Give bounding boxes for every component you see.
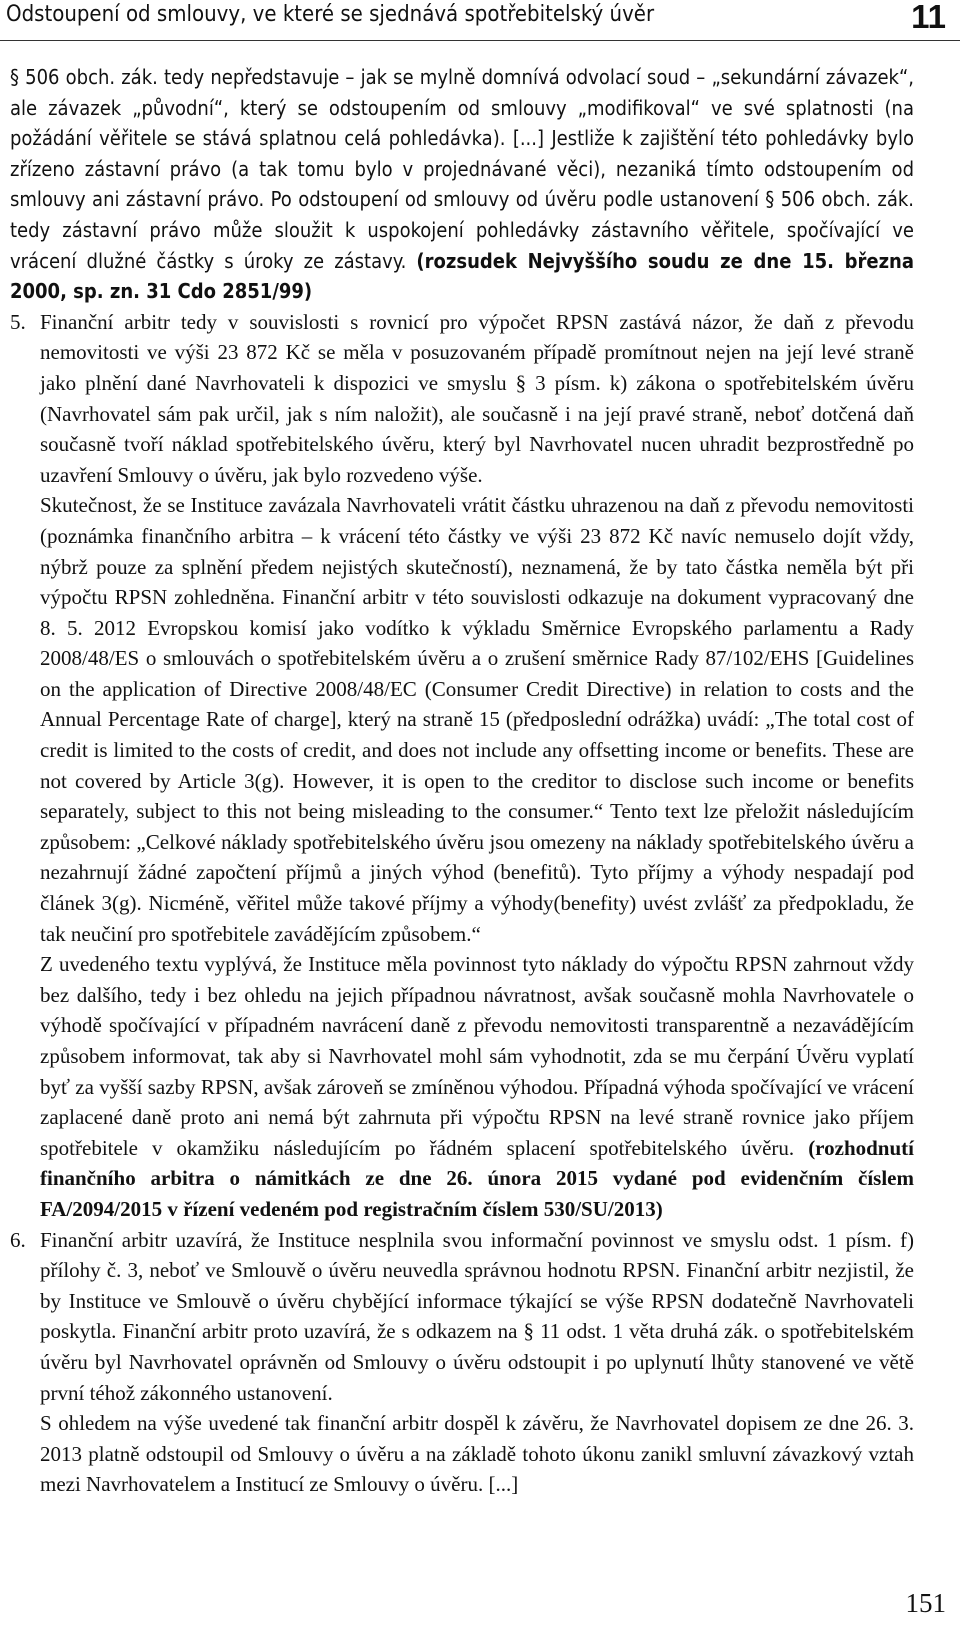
paragraph: Finanční arbitr uzavírá, že Instituce nesplnila svou informační povinnost ve smyslu odst. 1 písm. f) přílohy č. 3, neboť ve Smlouvě o úvěru neuvedla správnou hodnotu RPSN. Finanční arbitr nezjistil, že by Instituce ve Smlouvě o úvěru chybějící informace týkající se výše RPSN dodatečně Navrhovateli poskytla. Finanční arbitr proto uzavírá, že s odkazem na § 11 odst. 1 věta druhá zák. o spotřebitelském úvěru byl Navrhovatel oprávněn od Smlouvy o úvěru odstoupit i po uplynutí lhůty stanovené ve větě první téhož zákonného ustanovení. [40,1227,914,1405]
paragraph: Skutečnost, že se Instituce zavázala Navrhovateli vrátit částku uhrazenou na daň z převodu nemovitosti (poznámka finančního arbitra – k vrácení této částky ve výši 23 872 Kč navíc nemuselo dojít vždy, nýbrž pouze za splnění předem nejistých skutečností), neznamená, že by tato částka neměla být při výpočtu RPSN zohledněna. Finanční arbitr v této souvislosti odkazuje na dokument vypracovaný dne 8. 5. 2012 Evropskou komisí jako vodítko k výkladu Směrnice Evropského parlamentu a Rady 2008/48/ES o smlouvách o spotřebitelském úvěru a o zrušení směrnice Rady 87/102/EHS [Guidelines on the application of Directive 2008/48/EC (Consumer Credit Directive) in relation to costs and the Annual Percentage Rate of charge], který na straně 15 (předposlední odrážka) uvádí: „The total cost of credit is limited to the costs of credit, and does not include any offsetting income or benefits. These are not covered by Article 3(g). However, it is open to the creditor to disclose such income or benefits separately, subject to this not being misleading to the consumer.“ Tento text lze přeložit následujícím způsobem: „Celkové náklady spotřebitelského úvěru jsou omezeny na náklady spotřebitelského úvěru a nezahrnují žádné započtení příjmů a jiných výhod (benefitů). Tyto příjmy a výhody nespadají pod článek 3(g). Nicméně, věřitel může takové příjmy a výhody(benefity) uvést zvlášť za předpokladu, že tak neučiní pro spotřebitele zavádějícím způsobem.“ [40,493,914,946]
decision-citation: (rozhodnutí finančního arbitra o námitkách ze dne 26. února 2015 vydané pod evidenčním číslem FA/2094/2015 v řízení vedeném pod registračním číslem 530/SU/2013) [40,1135,914,1221]
paragraph [40,949,914,1224]
list-item-5 [10,307,914,1225]
main-text [10,62,914,1500]
item-number: 5. [10,309,26,334]
chapter-title: Odstoupení od smlouvy, ve které se sjednává spotřebitelský úvěr [6,2,655,27]
quote-text: § 506 obch. zák. tedy nepředstavuje – jak se mylně domnívá odvolací soud – „sekundární závazek“, ale závazek „původní“, který se odstoupením od smlouvy „modifikoval“ ve své splatnosti (na požádání věřitele se stává splatnou celá pohledávka). [...] Jestliže k zajištění této pohledávky bylo zřízeno zástavní právo (a tak tomu bylo v projednávané věci), nezaniká tímto odstoupením od smlouvy ani zástavní právo. Po odstoupení od smlouvy od úvěru podle ustanovení § 506 obch. zák. tedy zástavní právo může sloužit k uspokojení pohledávky zástavního věřitele, spočívající ve vrácení dlužné částky s úroky ze zástavy. [10,65,914,273]
paragraph: S ohledem na výše uvedené tak finanční arbitr dospěl k závěru, že Navrhovatel dopisem ze dne 26. 3. 2013 platně odstoupil od Smlouvy o úvěru a na základě tohoto úkonu zanikl smluvní závazkový vztah mezi Navrhovatelem a Institucí ze Smlouvy o úvěru. [...] [40,1411,914,1497]
chapter-number: 11 [911,0,946,35]
header-divider [0,40,960,41]
quote-citation: (rozsudek Nejvyššího soudu ze dne 15. března 2000, sp. zn. 31 Cdo 2851/99) [10,248,914,304]
list-item-6 [10,1225,914,1500]
paragraph-text: Z uvedeného textu vyplývá, že Instituce měla povinnost tyto náklady do výpočtu RPSN zahrnout vždy bez dalšího, tedy i bez ohledu na jejich případnou návratnost, avšak současně mohla Navrhovatele o výhodě spočívající v případném navrácení daně z převodu nemovitosti transparentně a nezavádějícím způsobem informovat, tak aby si Navrhovatel mohl sám vyhodnotit, zda se mu čerpání Úvěru vyplatí byť za vyšší sazby RPSN, avšak zároveň se zmíněnou výhodou. Případná výhoda spočívající ve vrácení zaplacené daně proto ani nemá být zahrnuta při výpočtu RPSN na levé straně rovnice jako příjem spotřebitele v okamžiku následujícím po řádném splacení spotřebitelského úvěru. [40,952,914,1160]
paragraph: Finanční arbitr tedy v souvislosti s rovnicí pro výpočet RPSN zastává názor, že daň z převodu nemovitosti ve výši 23 872 Kč se měla v posuzovaném případě promítnout nejen na její levé straně jako plnění dané Navrhovateli k dispozici ve smyslu § 3 písm. k) zákona o spotřebitelském úvěru (Navrhovatel sám pak určil, jak s ním naložit), ale současně i na její pravé straně, neboť dotčená daň současně tvoří náklad spotřebitelského úvěru, který byl Navrhovatel nucen uhradit bezprostředně po uzavření Smlouvy o úvěru, jak bylo rozvedeno výše. [40,309,914,487]
page-number: 151 [905,1588,946,1618]
running-header [0,0,960,46]
item-number: 6. [10,1227,26,1252]
court-quote [10,62,914,307]
